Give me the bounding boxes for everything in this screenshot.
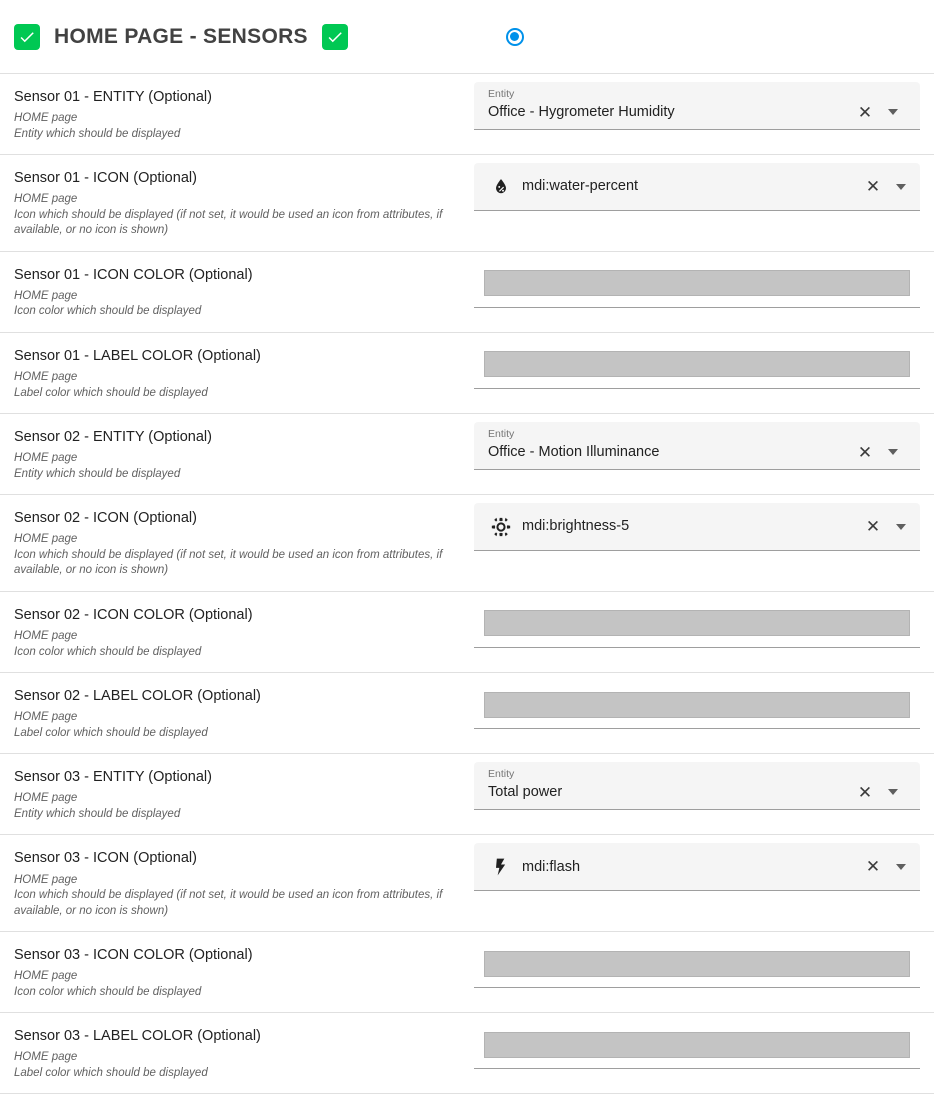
row-field-block bbox=[474, 592, 934, 656]
row-title: Sensor 03 - LABEL COLOR (Optional) bbox=[14, 1028, 261, 1045]
row-description bbox=[14, 111, 460, 142]
row-desc-text: Icon which should be displayed (if not set, it would be used an icon from attributes, if available, or no icon is shown) bbox=[14, 889, 443, 917]
row-title: Sensor 02 - ICON COLOR (Optional) bbox=[14, 606, 253, 623]
row-page-tag: HOME page bbox=[14, 630, 78, 643]
color-swatch[interactable] bbox=[484, 610, 910, 636]
page-header bbox=[0, 0, 934, 74]
row-label-block bbox=[0, 673, 474, 753]
clear-icon[interactable]: ✕ bbox=[865, 517, 881, 537]
color-input[interactable] bbox=[474, 1021, 920, 1069]
entity-value-row bbox=[488, 103, 912, 122]
row-description bbox=[14, 791, 460, 822]
row-page-tag: HOME page bbox=[14, 1051, 78, 1064]
config-row-sensor-03-icon bbox=[0, 835, 934, 932]
row-desc-text: Entity which should be displayed bbox=[14, 467, 181, 480]
config-row-sensor-03-icon-color bbox=[0, 932, 934, 1013]
icon-value: mdi:water-percent bbox=[522, 178, 639, 195]
row-page-tag: HOME page bbox=[14, 711, 78, 724]
icon-actions bbox=[862, 516, 912, 538]
row-label-block bbox=[0, 155, 474, 251]
row-description bbox=[14, 710, 460, 741]
config-row-sensor-02-entity bbox=[0, 414, 934, 495]
row-desc-text: Entity which should be displayed bbox=[14, 127, 181, 140]
row-title: Sensor 03 - ICON COLOR (Optional) bbox=[14, 947, 253, 964]
row-description bbox=[14, 370, 460, 401]
chevron-down-icon[interactable] bbox=[882, 441, 904, 463]
icon-value: mdi:brightness-5 bbox=[522, 518, 630, 535]
row-desc-text: Label color which should be displayed bbox=[14, 726, 208, 739]
icon-picker[interactable] bbox=[474, 503, 920, 551]
row-page-tag: HOME page bbox=[14, 873, 78, 886]
row-field-block bbox=[474, 673, 934, 737]
row-label-block bbox=[0, 333, 474, 413]
config-row-sensor-01-entity bbox=[0, 74, 934, 155]
row-label-block bbox=[0, 252, 474, 332]
icon-actions bbox=[862, 176, 912, 198]
entity-field-label: Entity bbox=[488, 428, 515, 441]
entity-field-label: Entity bbox=[488, 88, 515, 100]
entity-actions bbox=[854, 441, 904, 463]
row-label-block bbox=[0, 932, 474, 1012]
row-desc-text: Icon color which should be displayed bbox=[14, 305, 202, 318]
clear-icon[interactable]: ✕ bbox=[857, 782, 873, 802]
row-description bbox=[14, 629, 460, 660]
row-page-tag: HOME page bbox=[14, 533, 78, 546]
row-title: Sensor 03 - ICON (Optional) bbox=[14, 850, 197, 867]
icon-picker[interactable] bbox=[474, 843, 920, 891]
entity-value-row bbox=[488, 443, 912, 462]
row-title: Sensor 01 - ICON (Optional) bbox=[14, 170, 197, 187]
row-desc-text: Icon color which should be displayed bbox=[14, 645, 202, 658]
row-description bbox=[14, 969, 460, 1000]
config-row-sensor-02-icon-color bbox=[0, 592, 934, 673]
row-description bbox=[14, 289, 460, 320]
row-title: Sensor 01 - LABEL COLOR (Optional) bbox=[14, 347, 261, 364]
clear-icon[interactable]: ✕ bbox=[865, 857, 881, 877]
row-field-block bbox=[474, 754, 934, 818]
water-percent-icon bbox=[488, 177, 514, 197]
row-page-tag: HOME page bbox=[14, 289, 78, 302]
brightness-5-icon bbox=[488, 516, 514, 538]
config-row-sensor-01-icon bbox=[0, 155, 934, 252]
row-page-tag: HOME page bbox=[14, 193, 78, 206]
row-page-tag: HOME page bbox=[14, 371, 78, 384]
color-input[interactable] bbox=[474, 681, 920, 729]
row-label-block bbox=[0, 592, 474, 672]
row-title: Sensor 02 - ENTITY (Optional) bbox=[14, 429, 212, 446]
clear-icon[interactable]: ✕ bbox=[857, 102, 873, 122]
chevron-down-icon[interactable] bbox=[882, 781, 904, 803]
row-field-block bbox=[474, 495, 934, 559]
row-desc-text: Label color which should be displayed bbox=[14, 386, 208, 399]
row-title: Sensor 02 - ICON (Optional) bbox=[14, 510, 197, 527]
entity-actions bbox=[854, 101, 904, 123]
radio-dot bbox=[510, 32, 519, 41]
row-desc-text: Label color which should be displayed bbox=[14, 1066, 208, 1079]
icon-picker[interactable] bbox=[474, 163, 920, 211]
color-swatch[interactable] bbox=[484, 692, 910, 718]
row-label-block bbox=[0, 754, 474, 834]
row-field-block bbox=[474, 835, 934, 899]
color-input[interactable] bbox=[474, 940, 920, 988]
entity-picker[interactable] bbox=[474, 422, 920, 470]
config-row-sensor-01-icon-color bbox=[0, 252, 934, 333]
chevron-down-icon[interactable] bbox=[890, 856, 912, 878]
row-title: Sensor 01 - ICON COLOR (Optional) bbox=[14, 266, 253, 283]
row-title: Sensor 02 - LABEL COLOR (Optional) bbox=[14, 688, 261, 705]
flash-icon bbox=[488, 857, 514, 877]
entity-picker[interactable] bbox=[474, 762, 920, 810]
row-description bbox=[14, 451, 460, 482]
checkbox-enable-left[interactable] bbox=[14, 24, 40, 50]
color-swatch[interactable] bbox=[484, 1032, 910, 1058]
row-field-block bbox=[474, 252, 934, 316]
row-description bbox=[14, 192, 460, 239]
icon-actions bbox=[862, 856, 912, 878]
row-field-block bbox=[474, 155, 934, 219]
row-desc-text: Icon color which should be displayed bbox=[14, 985, 202, 998]
row-desc-text: Icon which should be displayed (if not set, it would be used an icon from attributes, if available, or no icon is shown) bbox=[14, 208, 443, 237]
row-field-block bbox=[474, 932, 934, 996]
row-field-block bbox=[474, 333, 934, 397]
row-title: Sensor 03 - ENTITY (Optional) bbox=[14, 769, 212, 786]
config-row-sensor-01-label-color bbox=[0, 333, 934, 414]
row-title: Sensor 01 - ENTITY (Optional) bbox=[14, 89, 212, 105]
color-swatch[interactable] bbox=[484, 270, 910, 296]
row-label-block bbox=[0, 414, 474, 494]
row-field-block bbox=[474, 74, 934, 138]
row-label-block bbox=[0, 74, 474, 154]
config-row-sensor-02-label-color bbox=[0, 673, 934, 754]
row-desc-text: Entity which should be displayed bbox=[14, 807, 181, 820]
row-field-block bbox=[474, 414, 934, 478]
clear-icon[interactable]: ✕ bbox=[857, 442, 873, 462]
radio-option[interactable] bbox=[506, 28, 524, 46]
row-page-tag: HOME page bbox=[14, 452, 78, 465]
entity-value: Total power bbox=[488, 783, 563, 800]
color-swatch[interactable] bbox=[484, 351, 910, 377]
color-input[interactable] bbox=[474, 600, 920, 648]
row-page-tag: HOME page bbox=[14, 112, 78, 125]
row-page-tag: HOME page bbox=[14, 792, 78, 805]
entity-value: Office - Hygrometer Humidity bbox=[488, 103, 675, 120]
entity-picker[interactable] bbox=[474, 82, 920, 130]
entity-value: Office - Motion Illuminance bbox=[488, 443, 660, 460]
row-description bbox=[14, 873, 460, 920]
color-input[interactable] bbox=[474, 341, 920, 389]
config-row-sensor-02-icon bbox=[0, 495, 934, 592]
chevron-down-icon[interactable] bbox=[882, 101, 904, 123]
chevron-down-icon[interactable] bbox=[890, 516, 912, 538]
row-description bbox=[14, 1050, 460, 1081]
color-swatch[interactable] bbox=[484, 951, 910, 977]
clear-icon[interactable]: ✕ bbox=[865, 177, 881, 197]
color-input[interactable] bbox=[474, 260, 920, 308]
page-title: HOME PAGE - SENSORS bbox=[54, 24, 308, 48]
entity-actions bbox=[854, 781, 904, 803]
row-desc-text: Icon which should be displayed (if not set, it would be used an icon from attributes, if available, or no icon is shown) bbox=[14, 548, 443, 577]
row-field-block bbox=[474, 1013, 934, 1077]
row-label-block bbox=[0, 835, 474, 931]
chevron-down-icon[interactable] bbox=[890, 176, 912, 198]
icon-value: mdi:flash bbox=[522, 858, 581, 875]
config-row-sensor-03-entity bbox=[0, 754, 934, 835]
row-label-block bbox=[0, 1013, 474, 1093]
checkbox-enable-right[interactable] bbox=[322, 24, 348, 50]
row-label-block bbox=[0, 495, 474, 591]
config-row-sensor-03-label-color bbox=[0, 1013, 934, 1094]
row-page-tag: HOME page bbox=[14, 970, 78, 983]
entity-field-label: Entity bbox=[488, 768, 515, 781]
row-description bbox=[14, 532, 460, 579]
entity-value-row bbox=[488, 783, 912, 802]
radio-icon[interactable] bbox=[506, 28, 524, 46]
